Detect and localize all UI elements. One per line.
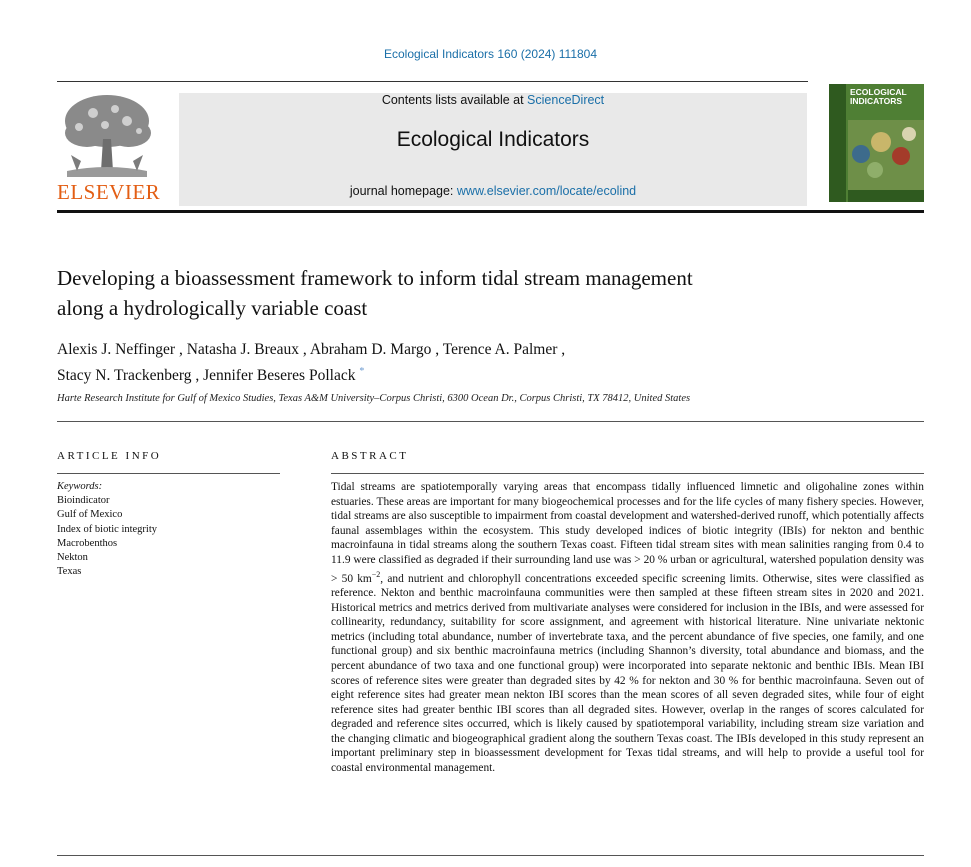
- contents-prefix: Contents lists available at: [381, 93, 528, 107]
- article-title-line-2: along a hydrologically variable coast: [57, 296, 368, 320]
- keyword-item: Texas: [57, 566, 82, 578]
- keyword-item: Index of biotic integrity: [57, 523, 158, 535]
- corresponding-author-mark[interactable]: *: [359, 366, 365, 377]
- authors-line-1[interactable]: Alexis J. Neffinger , Natasha J. Breaux , Abraham D. Margo , Terence A. Palmer ,: [57, 341, 566, 358]
- keywords-label: Keywords:: [57, 481, 103, 492]
- homepage-prefix: journal homepage:: [349, 184, 457, 198]
- abstract-heading: ABSTRACT: [331, 450, 409, 462]
- abstract-text-part-1: Tidal streams are spatiotemporally varying areas that encompass tidally influenced limnetic and oligohaline zones within estuaries. These areas are important for many biogeochemical processes and for the life cycles of many fishery species. However, tidal streams are also susceptible to impairment from coastal development and watershed-derived runoff, which potentially affects faunal assemblages within the ecosystem. This study developed indices of biotic integrity (IBIs) for nekton and benthic macroinfauna in tidal streams along the southern Texas coast. Fifteen tidal stream sites with mean salinities ranging from 0.4 to 11.9 were classified as degraded if their surrounding land use was > 20 % urban or agricultural, watershed population density was > 50 km: [331, 481, 924, 585]
- keyword-item: Macrobenthos: [57, 537, 118, 549]
- journal-cover[interactable]: [829, 84, 924, 202]
- article-title: [57, 263, 857, 323]
- authors-line-2-text[interactable]: Stacy N. Trackenberg , Jennifer Beseres Pollack: [57, 367, 360, 385]
- article-info-rule: [57, 473, 280, 474]
- footer-rule: [57, 855, 924, 856]
- article-title-line-1: Developing a bioassessment framework to inform tidal stream management: [57, 266, 693, 290]
- keyword-item: Bioindicator: [57, 495, 110, 506]
- sciencedirect-link[interactable]: ScienceDirect: [527, 93, 605, 107]
- keyword-item: Nekton: [57, 552, 88, 564]
- header-top-rule: [57, 81, 808, 82]
- author-list: [57, 339, 857, 387]
- journal-citation[interactable]: Ecological Indicators 160 (2024) 111804: [383, 47, 598, 61]
- authors-line-2[interactable]: [57, 361, 857, 387]
- journal-name: Ecological Indicators: [396, 128, 590, 151]
- abstract-text-part-2: , and nutrient and chlorophyll concentrations exceeded specific screening limits. Otherwise, sites were classified as reference. Nekton and benthic macroinfauna communities were then sampled at these fifteen stream sites in 2020 and 2021. Historical metrics and metrics derived from multivariate analyses were considered for inclusion in the IBIs, and were assessed for collinearity, redundancy, suitability for score assignment, and agreement with historical literature. Nine univariate nektonic metrics (including total abundance, number of invertebrate taxa, and the percent abundance of five species, one family, and one functional group) and six benthic macroinfauna metrics (including Shannon’s diversity, total abundance and biomass, and the percent abundance of two taxa and one functional group) were incorporated into separate nektonic and benthic IBIs. Mean IBI scores of reference sites were greater than degraded sites by 42 % for nekton and 30 % for benthic macroinfauna. Seven out of eight reference sites had greater mean nekton IBI scores than the mean scores of all seven degraded sites, while four of eight reference sites had greater benthic IBI scores than all degraded sites. However, overlap in the ranges of scores calculated for degraded and reference sites occurred, which is likely caused by spatiotemporal variability, including stream size variation and the changing climatic and biogeographical gradient along the southern Texas coast. The IBIs developed in this study represent an important preliminary step in bioassessment development for Texas tidal streams, and will help to provide a useful tool for coastal environmental management.: [331, 572, 924, 775]
- header-bottom-rule: [57, 210, 924, 213]
- contents-line: [179, 93, 807, 107]
- affiliation-rule: [57, 421, 924, 422]
- homepage-line: [179, 184, 807, 198]
- keywords-list: [57, 494, 157, 580]
- article-info-heading: ARTICLE INFO: [57, 450, 162, 462]
- abstract-body: [331, 480, 924, 776]
- keyword-item: Gulf of Mexico: [57, 509, 123, 521]
- affiliation: Harte Research Institute for Gulf of Mexico Studies, Texas A&M University–Corpus Christi, 6300 Ocean Dr., Corpus Christi, TX 78412, United States: [57, 393, 691, 404]
- homepage-link[interactable]: www.elsevier.com/locate/ecolind: [456, 184, 637, 198]
- elsevier-wordmark: ELSEVIER: [57, 180, 161, 204]
- abstract-rule: [331, 473, 924, 474]
- abstract-superscript: −2: [371, 569, 381, 579]
- cover-title: ECOLOGICAL INDICATORS: [850, 87, 907, 106]
